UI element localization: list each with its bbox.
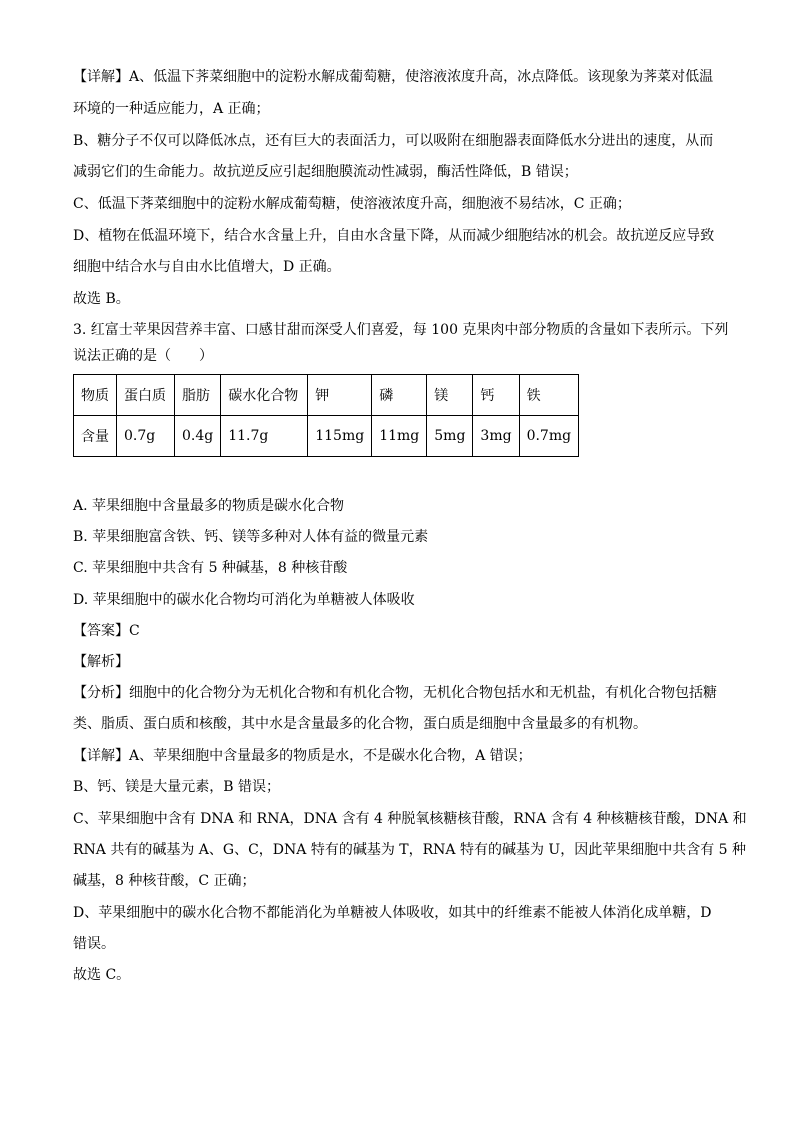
analysis-line-1: 【分析】细胞中的化合物分为无机化合物和有机化合物，无机化合物包括水和无机盐，有机化合物包括糖: [73, 685, 717, 701]
table-cell: 物质: [74, 375, 117, 416]
part-a-line-7: 细胞中结合水与自由水比值增大，D 正确。: [73, 259, 341, 275]
option-d: D. 苹果细胞中的碳水化合物均可消化为单糖被人体吸收: [73, 592, 415, 608]
part-a-line-2: 环境的一种适应能力，A 正确；: [73, 101, 270, 117]
part-a-line-1: 【详解】A、低温下荠菜细胞中的淀粉水解成葡萄糖，使溶液浓度升高，冰点降低。该现象为荠菜对低温: [73, 69, 714, 85]
option-c: C. 苹果细胞中共含有 5 种碱基，8 种核苷酸: [73, 560, 348, 576]
analysis-line-8: D、苹果细胞中的碳水化合物不都能消化为单糖被人体吸收，如其中的纤维素不能被人体消化成单糖，D: [73, 905, 712, 921]
table-cell: 3mg: [473, 416, 519, 457]
part-a-conclusion: 故选 B。: [73, 291, 130, 307]
question-3-stem-line-2: 说法正确的是（ ）: [73, 348, 213, 364]
option-b: B. 苹果细胞富含铁、钙、镁等多种对人体有益的微量元素: [73, 529, 429, 545]
table-cell: 钙: [473, 375, 519, 416]
table-cell: 0.7g: [117, 416, 175, 457]
part-a-line-3: B、糖分子不仅可以降低冰点，还有巨大的表面活力，可以吸附在细胞器表面降低水分进出的速度，从而: [73, 133, 714, 149]
table-cell: 蛋白质: [117, 375, 175, 416]
analysis-title: 【解析】: [73, 654, 129, 670]
table-cell: 磷: [372, 375, 427, 416]
table-cell: 钾: [308, 375, 372, 416]
analysis-line-4: B、钙、镁是大量元素，B 错误；: [73, 779, 281, 795]
table-header-row: [74, 375, 579, 416]
table-cell: 铁: [519, 375, 579, 416]
analysis-line-9: 错误。: [73, 936, 115, 952]
table-cell: 11.7g: [221, 416, 308, 457]
answer-label: 【答案】C: [73, 623, 140, 639]
part-a-line-6: D、植物在低温环境下，结合水含量上升，自由水含量下降，从而减少细胞结冰的机会。故抗逆反应导致: [73, 228, 715, 244]
analysis-line-6: RNA 共有的碱基为 A、G、C，DNA 特有的碱基为 T，RNA 特有的碱基为 U，因此苹果细胞中共含有 5 种: [73, 842, 747, 858]
table-cell: 碳水化合物: [221, 375, 308, 416]
nutrient-table: [73, 374, 579, 457]
question-3-stem-line-1: 3. 红富士苹果因营养丰富、口感甘甜而深受人们喜爱，每 100 克果肉中部分物质的含量如下表所示。下列: [73, 322, 729, 338]
option-a: A. 苹果细胞中含量最多的物质是碳水化合物: [73, 498, 345, 514]
table-cell: 5mg: [427, 416, 473, 457]
analysis-line-2: 类、脂质、蛋白质和核酸，其中水是含量最多的化合物，蛋白质是细胞中含量最多的有机物。: [73, 716, 647, 732]
analysis-line-5: C、苹果细胞中含有 DNA 和 RNA，DNA 含有 4 种脱氧核糖核苷酸，RNA 含有 4 种核糖核苷酸，DNA 和: [73, 811, 747, 827]
part-a-line-4: 减弱它们的生命能力。故抗逆反应引起细胞膜流动性减弱，酶活性降低，B 错误；: [73, 164, 578, 180]
table-cell: 115mg: [308, 416, 372, 457]
table-cell: 含量: [74, 416, 117, 457]
table-cell: 镁: [427, 375, 473, 416]
analysis-line-7: 碱基，8 种核苷酸，C 正确；: [73, 873, 256, 889]
analysis-line-3: 【详解】A、苹果细胞中含量最多的物质是水，不是碳水化合物，A 错误；: [73, 748, 532, 764]
table-cell: 11mg: [372, 416, 427, 457]
table-row: [74, 416, 579, 457]
analysis-conclusion: 故选 C。: [73, 967, 131, 983]
table-cell: 脂肪: [175, 375, 221, 416]
table-cell: 0.4g: [175, 416, 221, 457]
part-a-line-5: C、低温下荠菜细胞中的淀粉水解成葡萄糖，使溶液浓度升高，细胞液不易结冰，C 正确；: [73, 196, 631, 212]
table-cell: 0.7mg: [519, 416, 579, 457]
